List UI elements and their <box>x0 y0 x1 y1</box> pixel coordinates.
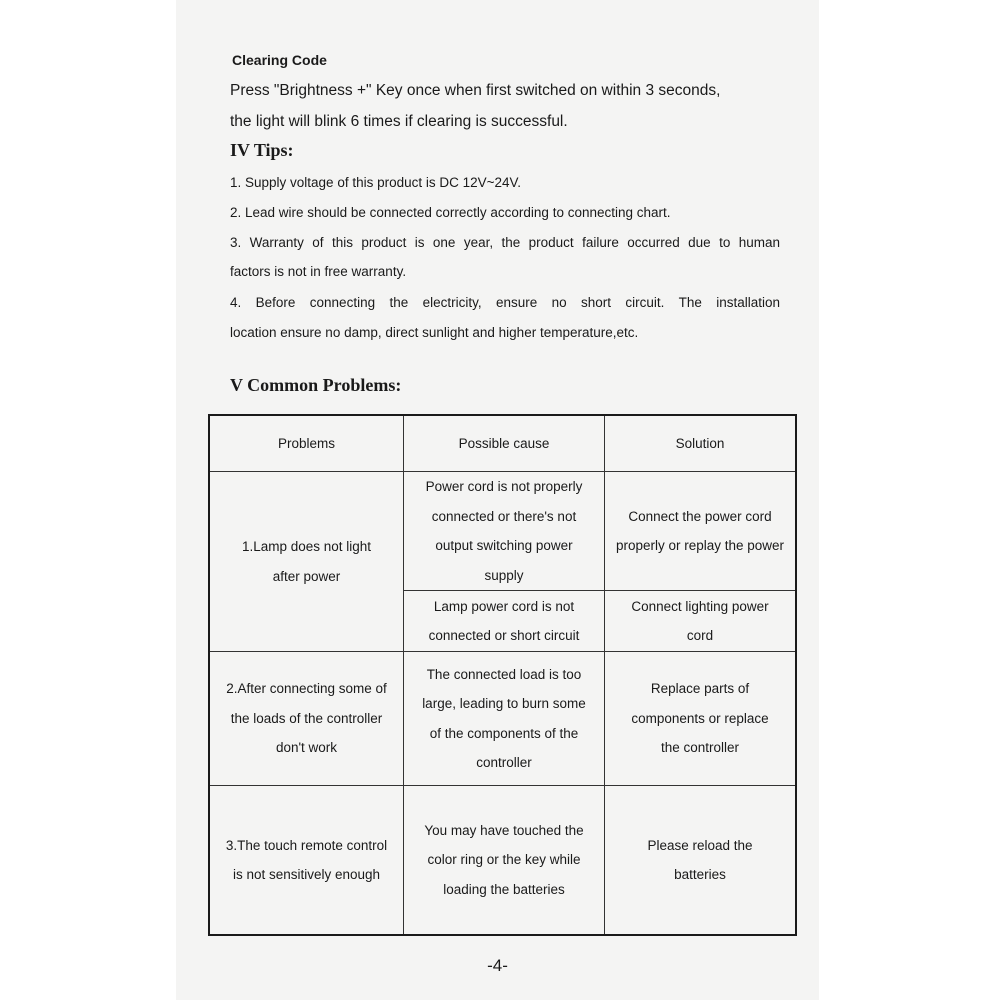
clearing-code-line-2: the light will blink 6 times if clearing is successful. <box>230 113 568 130</box>
common-problems-table <box>208 414 797 936</box>
solution-1b: Connect lighting power cord <box>631 598 769 643</box>
cause-2: The connected load is too large, leading to burn some of the components of the controller <box>422 666 586 770</box>
cause-1b: Lamp power cord is not connected or short circuit <box>428 598 580 643</box>
tip-3-line-2: factors is not in free warranty. <box>230 264 407 279</box>
common-problems-heading: V Common Problems: <box>230 375 402 395</box>
page-number: -4- <box>487 956 508 975</box>
problem-1: 1.Lamp does not light after power <box>241 539 372 584</box>
clearing-code-title: Clearing Code <box>232 52 327 68</box>
solution-3: Please reload the batteries <box>647 837 753 882</box>
table-header-problems: Problems <box>277 435 336 451</box>
tip-1: 1. Supply voltage of this product is DC 12V~24V. <box>230 175 522 190</box>
solution-1a: Connect the power cord properly or replay the power <box>615 508 785 553</box>
cause-3: You may have touched the color ring or the key while loading the batteries <box>424 822 584 897</box>
manual-page <box>176 0 819 1000</box>
tip-4-line-2: location ensure no damp, direct sunlight and higher temperature,etc. <box>230 325 639 340</box>
problem-3: 3.The touch remote control is not sensitively enough <box>225 837 388 882</box>
tip-3-line-1: 3. Warranty of this product is one year, the product failure occurred due to human <box>230 235 780 250</box>
cause-1a: Power cord is not properly connected or there's not output switching power supply <box>425 479 583 583</box>
tip-4-line-1: 4. Before connecting the electricity, ensure no short circuit. The installation <box>230 295 780 310</box>
problem-2: 2.After connecting some of the loads of the controller don't work <box>226 681 387 756</box>
table-header-solution: Solution <box>675 435 725 451</box>
tip-2: 2. Lead wire should be connected correctly according to connecting chart. <box>230 205 671 220</box>
clearing-code-line-1: Press "Brightness +" Key once when first switched on within 3 seconds, <box>230 82 721 99</box>
solution-2: Replace parts of components or replace the controller <box>631 681 769 756</box>
table-header-cause: Possible cause <box>458 435 550 451</box>
tips-heading: IV Tips: <box>230 140 294 160</box>
